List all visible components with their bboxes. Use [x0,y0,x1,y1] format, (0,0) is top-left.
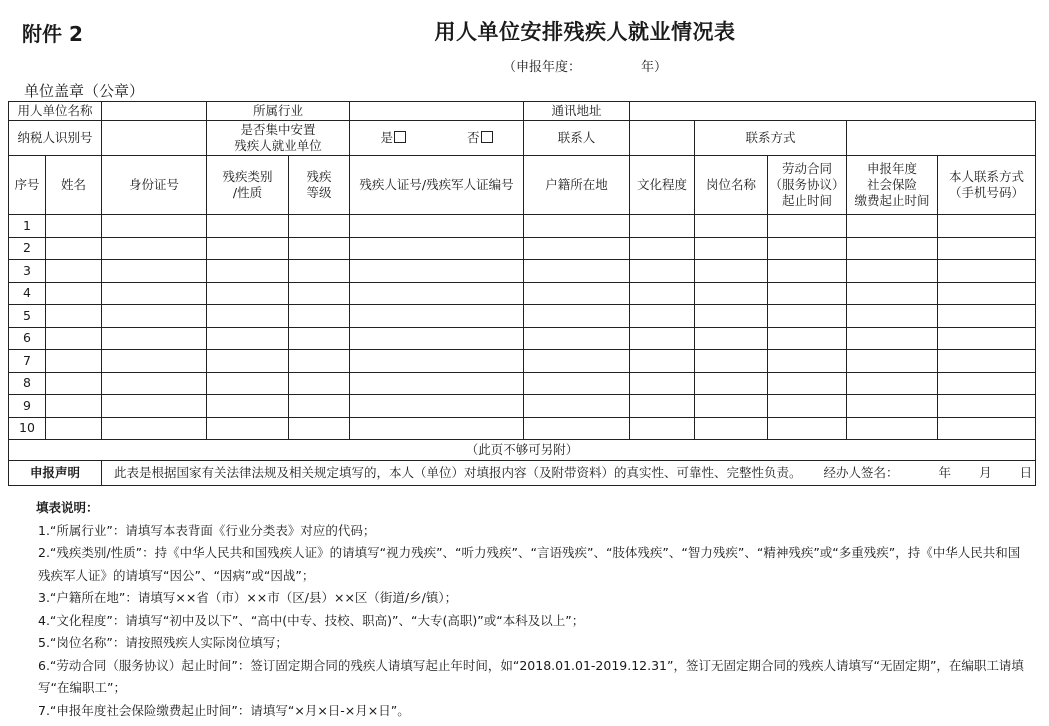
table-row [9,282,1036,305]
table-cell[interactable] [102,282,207,305]
table-cell[interactable] [695,260,768,283]
table-cell[interactable] [630,372,695,395]
no-label: 否 [467,130,480,145]
col-phone [938,156,1036,215]
contact-person-field[interactable] [630,121,695,156]
table-cell[interactable] [102,237,207,260]
instructions [38,497,1028,722]
table-cell[interactable] [847,215,938,238]
table-cell[interactable] [350,395,524,418]
table-cell[interactable] [289,372,350,395]
table-cell[interactable] [768,372,847,395]
table-cell[interactable] [102,215,207,238]
table-cell[interactable] [46,305,102,328]
table-cell[interactable] [350,372,524,395]
table-cell[interactable] [938,305,1036,328]
table-cell[interactable] [695,327,768,350]
table-cell[interactable] [768,215,847,238]
table-cell[interactable] [938,350,1036,373]
yes-label: 是 [380,130,394,145]
table-cell[interactable] [768,350,847,373]
table-cell[interactable] [847,417,938,440]
table-cell[interactable] [46,350,102,373]
table-cell[interactable] [289,395,350,418]
col-phone-l1: 本人联系方式 [949,169,1025,184]
row-number: 5 [9,305,46,328]
row-number: 10 [9,417,46,440]
employer-name-field[interactable] [102,102,207,121]
table-cell[interactable] [938,260,1036,283]
table-cell[interactable] [938,215,1036,238]
taxpayer-id-field[interactable] [102,121,207,156]
table-cell[interactable] [630,327,695,350]
table-cell[interactable] [938,237,1036,260]
table-cell[interactable] [102,305,207,328]
table-cell[interactable] [46,237,102,260]
table-cell[interactable] [524,260,630,283]
declaration-label: 申报声明 [9,461,102,486]
table-cell[interactable] [102,395,207,418]
signature-label: 经办人签名： [823,465,899,480]
col-insurance-l3: 缴费起止时间 [854,193,930,208]
table-row [9,395,1036,418]
table-cell[interactable] [207,417,289,440]
form-title: 用人单位安排残疾人就业情况表 [434,20,736,44]
col-phone-l2: （手机号码） [949,185,1025,200]
row-number: 6 [9,327,46,350]
instruction-item: 3.“户籍所在地”：请填写××省（市）××市（区/县）××区（街道/乡/镇）； [38,590,458,605]
col-name: 姓名 [46,156,102,215]
table-cell[interactable] [695,237,768,260]
instruction-item: 6.“劳动合同（服务协议）起止时间”：签订固定期合同的残疾人请填写起止年时间，如“2018.01.01-2019.12.31”，签订无固定期合同的残疾人请填写“无固定期”，在编职工请填写“在编职工”； [38,657,1024,695]
table-cell[interactable] [695,350,768,373]
table-row [9,237,1036,260]
table-cell[interactable] [289,215,350,238]
table-cell[interactable] [768,237,847,260]
col-disability-type [207,156,289,215]
table-cell[interactable] [46,260,102,283]
table-cell[interactable] [350,327,524,350]
col-household-location: 户籍所在地 [524,156,630,215]
col-contract-l1: 劳动合同 [782,161,833,176]
col-position: 岗位名称 [695,156,768,215]
col-seq: 序号 [9,156,46,215]
declaration-year-line [300,56,870,75]
table-cell[interactable] [524,282,630,305]
row-number: 3 [9,260,46,283]
table-cell[interactable] [847,282,938,305]
table-row [9,417,1036,440]
table-cell[interactable] [207,350,289,373]
table-cell[interactable] [630,350,695,373]
col-disability-type-l2: /性质 [232,185,263,200]
date-month: 月 [979,465,992,480]
instruction-item: 5.“岗位名称”：请按照残疾人实际岗位填写； [38,635,288,650]
table-cell[interactable] [524,372,630,395]
table-cell[interactable] [350,305,524,328]
table-cell[interactable] [207,260,289,283]
table-cell[interactable] [46,215,102,238]
table-cell[interactable] [289,350,350,373]
col-disability-type-l1: 残疾类别 [222,169,273,184]
table-cell[interactable] [847,350,938,373]
table-cell[interactable] [938,395,1036,418]
year-close-label: 年） [641,60,668,75]
table-cell[interactable] [102,350,207,373]
table-cell[interactable] [289,237,350,260]
col-disability-level [289,156,350,215]
instructions-heading: 填表说明： [36,500,99,515]
table-cell[interactable] [847,372,938,395]
signature-date[interactable] [939,465,1036,480]
table-cell[interactable] [289,305,350,328]
table-cell[interactable] [847,327,938,350]
table-cell[interactable] [768,260,847,283]
table-cell[interactable] [46,417,102,440]
table-cell[interactable] [695,215,768,238]
table-cell[interactable] [630,237,695,260]
table-row [9,260,1036,283]
table-cell[interactable] [289,282,350,305]
table-cell[interactable] [695,417,768,440]
table-cell[interactable] [524,305,630,328]
seal-label: 单位盖章（公章） [24,82,145,100]
col-disability-level-l2: 等级 [306,185,332,200]
table-cell[interactable] [768,395,847,418]
table-cell[interactable] [847,305,938,328]
table-cell[interactable] [768,282,847,305]
table-cell[interactable] [350,260,524,283]
address-field[interactable] [630,102,1036,121]
table-row [9,327,1036,350]
table-cell[interactable] [847,260,938,283]
table-cell[interactable] [938,282,1036,305]
col-insurance-l1: 申报年度 [867,161,918,176]
table-cell[interactable] [768,417,847,440]
table-cell[interactable] [524,237,630,260]
contact-method-field[interactable] [847,121,1036,156]
table-cell[interactable] [350,350,524,373]
table-cell[interactable] [630,260,695,283]
no-checkbox[interactable] [481,131,493,143]
table-cell[interactable] [207,282,289,305]
table-cell[interactable] [630,395,695,418]
table-cell[interactable] [630,417,695,440]
col-contract-l3: 起止时间 [782,193,833,208]
instruction-item: 7.“申报年度社会保险缴费起止时间”：请填写“×月×日-×月×日”。 [38,702,410,718]
table-cell[interactable] [630,282,695,305]
more-pages-note: （此页不够可另附） [9,440,1036,461]
centralized-label-line2: 残疾人就业单位 [234,138,322,153]
table-cell[interactable] [207,237,289,260]
table-cell[interactable] [524,215,630,238]
table-cell[interactable] [207,372,289,395]
col-id-number: 身份证号 [102,156,207,215]
date-year: 年 [938,465,952,480]
table-cell[interactable] [207,215,289,238]
table-cell[interactable] [350,237,524,260]
table-cell[interactable] [289,417,350,440]
col-education: 文化程度 [630,156,695,215]
table-cell[interactable] [938,372,1036,395]
table-cell[interactable] [695,305,768,328]
row-number: 4 [9,282,46,305]
table-cell[interactable] [102,327,207,350]
table-cell[interactable] [102,260,207,283]
col-insurance-period [847,156,938,215]
table-cell[interactable] [695,282,768,305]
row-number: 7 [9,350,46,373]
centralized-label-line1: 是否集中安置 [240,122,316,137]
table-cell[interactable] [630,215,695,238]
industry-label: 所属行业 [207,102,350,121]
year-open-label: （申报年度： [502,60,581,75]
table-cell[interactable] [524,350,630,373]
col-certificate-number: 残疾人证号/残疾军人证编号 [350,156,524,215]
table-cell[interactable] [524,417,630,440]
instruction-item: 4.“文化程度”：请填写“初中及以下”、“高中(中专、技校、职高)”、“大专(高职)”或“本科及以上”； [38,612,585,628]
table-cell[interactable] [46,282,102,305]
table-cell[interactable] [524,395,630,418]
table-cell[interactable] [289,327,350,350]
table-cell[interactable] [524,327,630,350]
table-row [9,372,1036,395]
table-row [9,215,1036,238]
table-cell[interactable] [46,327,102,350]
table-row [9,350,1036,373]
table-cell[interactable] [938,327,1036,350]
declaration-text: 此表是根据国家有关法律法规及相关规定填写的，本人（单位）对填报内容（及附带资料）的真实性、可靠性、完整性负责。 [114,465,802,480]
contact-method-label: 联系方式 [695,121,847,156]
col-disability-level-l1: 残疾 [306,169,332,184]
table-cell[interactable] [46,395,102,418]
table-cell[interactable] [630,305,695,328]
table-cell[interactable] [289,260,350,283]
address-label: 通讯地址 [524,102,630,121]
centralized-choice [350,121,524,156]
col-contract-l2: （服务协议） [769,177,845,192]
table-cell[interactable] [350,417,524,440]
table-cell[interactable] [102,372,207,395]
industry-field[interactable] [350,102,524,121]
table-row [9,305,1036,328]
table-cell[interactable] [768,305,847,328]
table-cell[interactable] [695,372,768,395]
table-cell[interactable] [350,282,524,305]
table-cell[interactable] [350,215,524,238]
table-cell[interactable] [768,327,847,350]
employer-name-label: 用人单位名称 [9,102,102,121]
table-cell[interactable] [938,417,1036,440]
table-cell[interactable] [847,395,938,418]
centralized-placement-label [207,121,350,156]
row-number: 1 [9,215,46,238]
declaration-statement [102,461,1036,486]
table-cell[interactable] [207,305,289,328]
attachment-label: 附件 2 [22,22,83,46]
instruction-item: 2.“残疾类别/性质”：持《中华人民共和国残疾人证》的请填写“视力残疾”、“听力残疾”、“言语残疾”、“肢体残疾”、“智力残疾”、“精神残疾”或“多重残疾”，持《中华人民共和国残疾军人证》的请填写“因公”、“因病”或“因战”； [38,545,1021,583]
row-number: 8 [9,372,46,395]
date-day: 日 [1019,465,1033,480]
table-cell[interactable] [46,372,102,395]
row-number: 9 [9,395,46,418]
table-cell[interactable] [207,395,289,418]
table-cell[interactable] [102,417,207,440]
yes-option[interactable] [381,130,407,146]
no-option[interactable] [467,130,493,146]
employment-form-table [8,101,1036,486]
contact-person-label: 联系人 [524,121,630,156]
yes-checkbox[interactable] [394,131,406,143]
col-insurance-l2: 社会保险 [867,177,918,192]
table-cell[interactable] [847,237,938,260]
table-cell[interactable] [695,395,768,418]
col-contract-period [768,156,847,215]
table-cell[interactable] [207,327,289,350]
row-number: 2 [9,237,46,260]
taxpayer-id-label: 纳税人识别号 [9,121,102,156]
instruction-item: 1.“所属行业”：请填写本表背面《行业分类表》对应的代码； [38,522,376,538]
data-rows [9,215,1036,440]
